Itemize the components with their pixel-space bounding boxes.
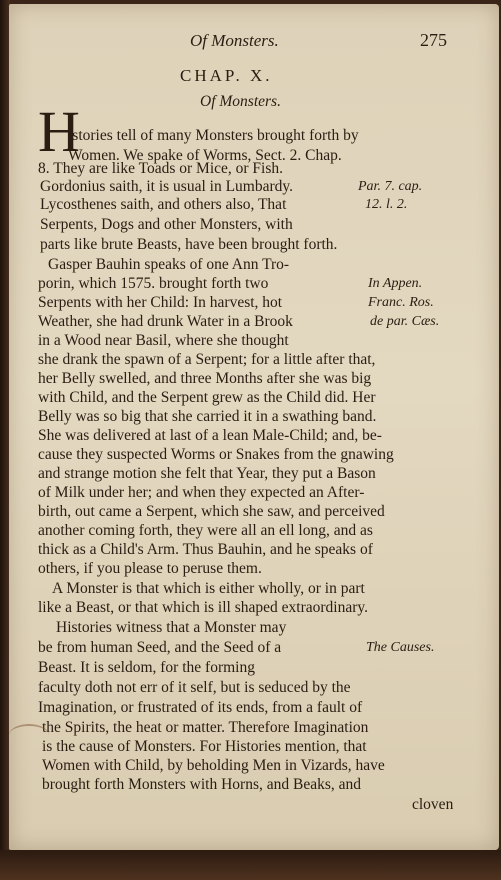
text-line-32: the Spirits, the heat or matter. Therefore Imagination xyxy=(42,719,369,736)
page-fold-mark xyxy=(9,724,49,746)
text-line-18: cause they suspected Worms or Snakes from the gnawing xyxy=(38,446,394,463)
text-line-30: faculty doth not err of it self, but is seduced by the xyxy=(38,679,351,696)
text-line-16: Belly was so big that she carried it in a swathing band. xyxy=(38,408,377,425)
margin-note-5: de par. Cæs. xyxy=(370,314,440,329)
text-line-6: Serpents, Dogs and other Monsters, with xyxy=(40,216,293,233)
text-line-34: Women with Child, by beholding Men in Vizards, have xyxy=(42,757,385,774)
text-line-2: Women. We spake of Worms, Sect. 2. Chap. xyxy=(68,147,342,164)
text-line-15: with Child, and the Serpent grew as the Child did. Her xyxy=(38,389,376,406)
text-line-3: 8. They are like Toads or Mice, or Fish. xyxy=(38,160,284,177)
text-line-28: be from human Seed, and the Seed of a xyxy=(38,639,282,656)
text-line-10: Serpents with her Child: In harvest, hot xyxy=(38,294,283,311)
running-head: Of Monsters. xyxy=(190,31,279,50)
text-line-13: she drank the spawn of a Serpent; for a little after that, xyxy=(38,351,376,368)
catchword: cloven xyxy=(412,796,454,813)
text-line-29: Beast. It is seldom, for the forming xyxy=(38,659,255,676)
page-number: 275 xyxy=(420,30,447,50)
text-line-9: porin, which 1575. brought forth two xyxy=(38,275,269,292)
text-line-20: of Milk under her; and when they expected an After- xyxy=(38,484,365,501)
text-line-35: brought forth Monsters with Horns, and Beaks, and xyxy=(42,776,361,793)
text-line-25: A Monster is that which is either wholly, or in part xyxy=(52,580,365,597)
text-line-12: in a Wood near Basil, where she thought xyxy=(38,332,289,349)
margin-note-4: Franc. Ros. xyxy=(368,295,434,310)
chapter-title: Of Monsters. xyxy=(200,93,281,110)
text-line-11: Weather, she had drunk Water in a Brook xyxy=(38,313,293,330)
text-line-8: Gasper Bauhin speaks of one Ann Tro- xyxy=(48,256,290,273)
text-line-22: another coming forth, they were all an ell long, and as xyxy=(38,522,373,539)
text-line-33: is the cause of Monsters. For Histories mention, that xyxy=(42,738,367,755)
margin-note-2: 12. l. 2. xyxy=(365,197,408,212)
text-line-21: birth, out came a Serpent, which she saw, and perceived xyxy=(38,503,385,520)
text-line-27: Histories witness that a Monster may xyxy=(56,619,287,636)
text-line-19: and strange motion she felt that Year, they put a Bason xyxy=(38,465,376,482)
text-line-24: others, if you please to peruse them. xyxy=(38,560,262,577)
text-line-26: like a Beast, or that which is ill shaped extraordinary. xyxy=(38,599,368,616)
text-line-17: She was delivered at last of a lean Male-Child; and, be- xyxy=(38,427,382,444)
text-line-31: Imagination, or frustrated of its ends, from a fault of xyxy=(38,699,363,716)
margin-note-6: The Causes. xyxy=(366,640,435,655)
text-line-14: her Belly swelled, and three Months after she was big xyxy=(38,370,372,387)
text-line-7: parts like brute Beasts, have been brought forth. xyxy=(40,236,338,253)
text-line-1: istories tell of many Monsters brought forth by xyxy=(68,127,359,144)
background-surface xyxy=(0,850,501,880)
margin-note-3: In Appen. xyxy=(368,276,423,291)
margin-note-1: Par. 7. cap. xyxy=(358,179,423,194)
chapter-heading: CHAP. X. xyxy=(180,66,273,85)
text-line-4: Gordonius saith, it is usual in Lumbardy. xyxy=(40,178,294,195)
text-line-23: thick as a Child's Arm. Thus Bauhin, and he speaks of xyxy=(38,541,373,558)
text-line-5: Lycosthenes saith, and others also, That xyxy=(40,196,287,213)
drop-cap: H xyxy=(38,99,80,164)
